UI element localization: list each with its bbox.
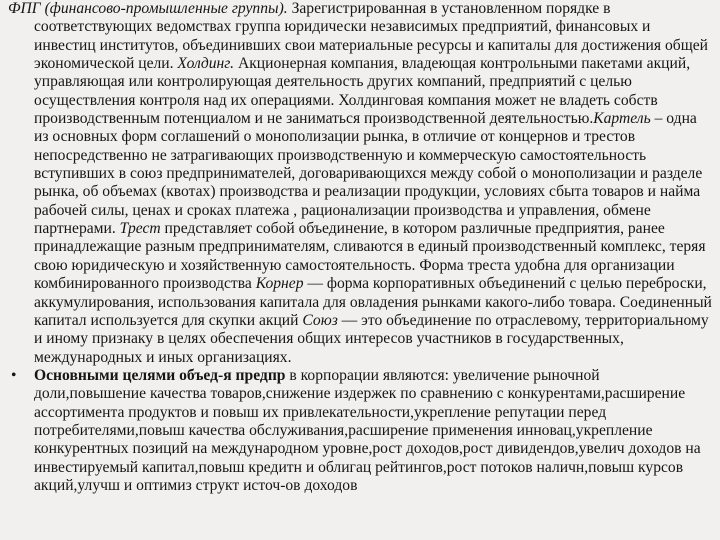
term-union: Союз [302,311,338,329]
paragraph-fpg [8,0,714,367]
term-corner: Корнер [255,275,304,293]
term-fpg: ФПГ (финансово-промышленные группы). [8,0,288,17]
bullet-item-goals [8,367,714,495]
text-fpg-definition: Зарегистрированная в установленном порядке в соответствующих ведомствах группа юридически независимых предприятий, финансовых и инвестиц институтов, объединивших свои материальные ресурсы и капиталы для достижения общей экономической цели. [34,0,708,73]
bullet-text: в корпорации являются: увеличение рыночной доли,повышение качества товаров,снижение издержек по сравнению с конкурентами,расширение ассортимента продуктов и повыш их привлекательности,укрепление репутации перед потребителями,повыш качества обслуживания,расширение применения инновац,укрепление конкурентных позиций на международном уровне,рост доходов,рост дивидендов,увелич доходов на инвестируемый капитал,повыш кредитн и облигац рейтингов,рост потоков наличн,повыш курсов акций,улучш и оптимиз структ источ-ов доходов [34,366,701,494]
bullet-heading: Основными целями объед-я предпр [34,366,286,384]
term-cartel: Картель [593,110,651,128]
text-holding-definition: Акционерная компания, владеющая контрольными пакетами акций, управляющая или контролирующая деятельность других компаний, предприятий с целью осуществления контроля над их операциями. Холдинговая компания может не владеть собств производственным потенциалом и не заниматься производственной деятельностью. [34,55,691,128]
bullet-marker: • [11,366,17,384]
text-cartel-definition: – одна из основных форм соглашений о монополизации рынка, в отличие от концернов и трестов непосредственно не затрагивающих производственную и коммерческую самостоятельность вступивших в союз предпринимателей, договаривающихся между собой о монополизации и разделе рынка, об объемах (квотах) производства и реализации продукции, условиях сбыта товаров и найма рабочей силы, ценах и сроках платежа , рационализации производства и управления, обмене партнерами. [34,110,703,238]
term-holding: Холдинг. [177,55,235,73]
text-corner-definition: — форма корпоративных объединений с целью переброски, аккумулирования, использования капитала для овладения рынками какого-либо товара. Соединенный капитал используется для скупки акций [34,275,712,329]
text-union-definition: — это объединение по отраслевому, территориальному и иному признаку в целях обеспечения общих интересов участников в государственных, международных и иных организациях. [34,311,709,366]
text-trust-definition: представляет собой объединение, в котором различные предприятия, ранее принадлежащие разным предпринимателям, сливаются в единый производственный комплекс, теряя свою юридическую и хозяйственную самостоятельность. Форма треста удобна для организации комбинированного производства [34,220,706,293]
term-trust: Трест [119,220,161,238]
